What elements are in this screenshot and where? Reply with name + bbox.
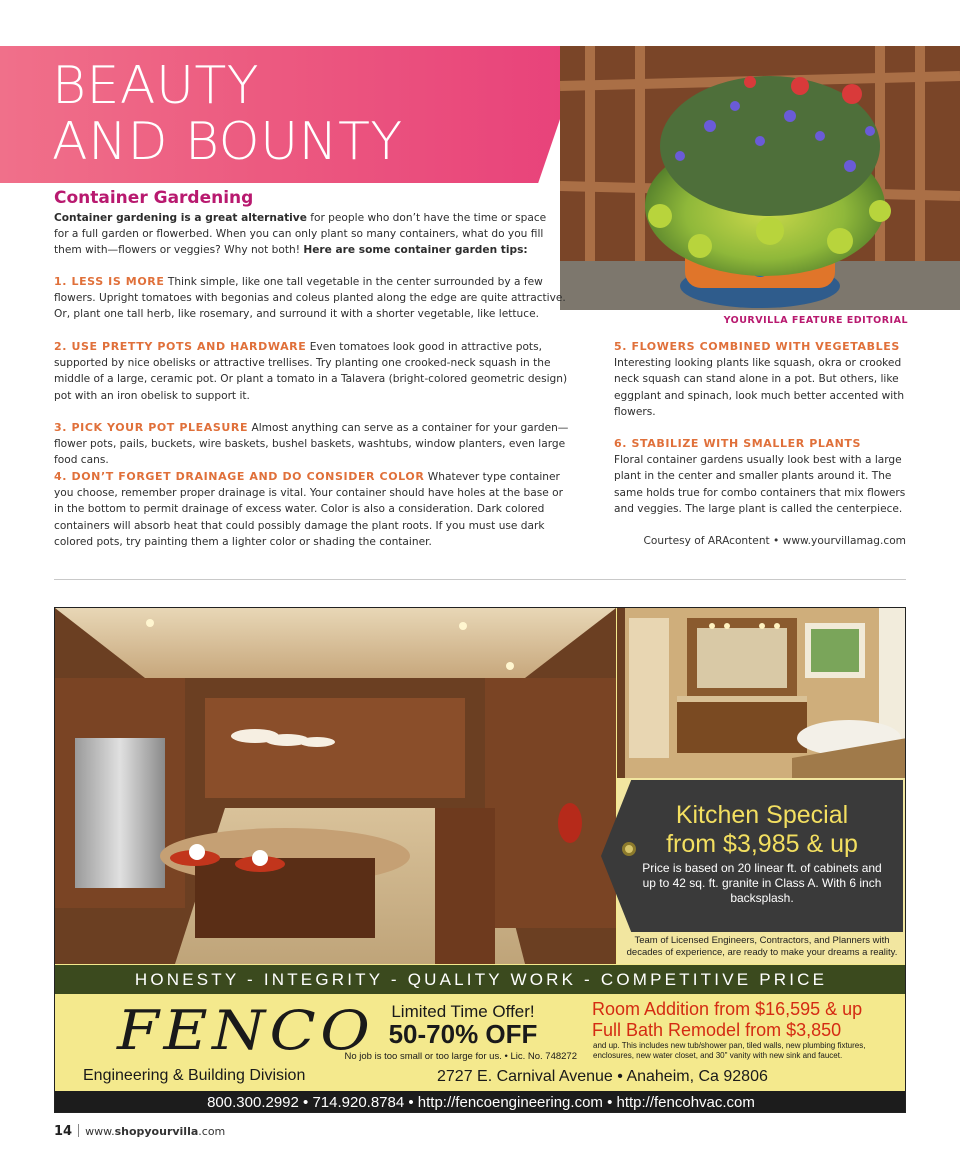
division-label: Engineering & Building Division (83, 1067, 306, 1084)
intro-lead: Container gardening is a great alternative (54, 212, 307, 224)
planter-photo (560, 46, 960, 310)
tip-heading: 4. DON’T FORGET DRAINAGE AND DO CONSIDER COLOR (54, 470, 425, 483)
license-note: No job is too small or too large for us. • Lic. No. 748272 (344, 1051, 577, 1062)
contact-bar[interactable]: 800.300.2992 • 714.920.8784 • http://fencoengineering.com • http://fencohvac.com (55, 1091, 906, 1113)
bath-remodel-offer: Full Bath Remodel from $3,850 (592, 1020, 842, 1040)
footer-divider (78, 1124, 79, 1137)
fenco-logo: FENCO (117, 999, 375, 1062)
tip-heading: 1. LESS IS MORE (54, 275, 165, 288)
intro-body: for people who don’t have the time or space for a full garden or flowerbed. When you can only plant so many containers, what do you fill them with—flowers or veggies? Why not both! (54, 212, 547, 257)
tip-heading: 3. PICK YOUR POT PLEASURE (54, 421, 249, 434)
planter-photo-art (560, 46, 960, 310)
tip-6 (614, 436, 912, 517)
tip-3 (54, 420, 574, 469)
kitchen-special-title: Kitchen Special from $3,985 & up (666, 801, 858, 858)
title-line-1: BEAUTY (52, 56, 260, 116)
site-url-prefix: www. (85, 1125, 115, 1138)
tip-4 (54, 469, 574, 550)
section-divider (54, 579, 906, 580)
discount-headline: 50-70% OFF (388, 1019, 538, 1049)
tip-heading: 5. FLOWERS COMBINED WITH VEGETABLES (614, 340, 900, 353)
tip-heading: 2. USE PRETTY POTS AND HARDWARE (54, 340, 307, 353)
values-bar: HONESTY - INTEGRITY - QUALITY WORK - COMPETITIVE PRICE (55, 965, 906, 994)
kitchen-photo (55, 608, 616, 964)
tip-text: Floral container gardens usually look best with a large plant in the center and smaller plants around it. The same holds true for combo containers that mix flowers and veggies. The large plant is called the centerpiece. (614, 454, 906, 515)
page-title (52, 58, 572, 170)
fenco-advertisement[interactable] (54, 607, 906, 1113)
tip-text: Even tomatoes look good in attractive pots, supported by nice obelisks or attractive trellises. Try planting one crooked-neck squash in the middle of a large, ceramic pot. Or plant a tomato in a Talavera (bright-colored geometric design) pot with an iron obelisk to support it. (54, 341, 568, 402)
tip-text: Interesting looking plants like squash, okra or crooked neck squash can stand alone in a pot. But others, like eggplant and spinach, look much better accented with flowers. (614, 357, 905, 418)
kitchen-special-details: Price is based on 20 linear ft. of cabinets and up to 42 sq. ft. granite in Class A. With 6 inch backsplash. (642, 861, 882, 905)
tip-text: Think simple, like one tall vegetable in the center surrounded by a few flowers. Upright tomatoes with begonias and coleus planted along the edge are quite attractive. Or, plant one tall herb, like rosemary, and surround it with a shorter vegetable, like lettuce. (54, 276, 566, 321)
room-addition-offer: Room Addition from $16,595 & up (592, 999, 863, 1019)
page-footer (54, 1120, 225, 1139)
tip-text: Almost anything can serve as a container for your garden—flower pots, pails, buckets, wire baskets, bushel baskets, washtubs, window planters, even large food cans. (54, 422, 569, 467)
tip-5 (614, 339, 912, 420)
bathroom-photo-art (617, 608, 906, 778)
tag-hole-icon (622, 842, 636, 856)
intro-paragraph (54, 210, 554, 259)
tip-2 (54, 339, 574, 404)
section-title: Container Gardening (54, 188, 254, 208)
site-url-suffix: .com (198, 1125, 226, 1138)
bath-remodel-details: and up. This includes new tub/shower pan, tiled walls, new plumbing fixtures, enclosures, new water closet, and 30" vanity with new sink and faucet. (593, 1041, 866, 1060)
limited-offer: Limited Time Offer! (391, 1002, 535, 1021)
tip-1 (54, 274, 574, 323)
site-url[interactable] (85, 1125, 225, 1138)
bathroom-photo (617, 608, 906, 778)
business-address: 2727 E. Carnival Avenue • Anaheim, Ca 92806 (437, 1068, 768, 1085)
tip-text: Whatever type container you choose, remember proper drainage is vital. Your container should have holes at the base or in the bottom to permit drainage of excess water. Color is also a consideration. Dark colored containers will absorb heat that could possibly damage the plant roots. If you must use dark colored pots, try painting them a lighter color or shading the container. (54, 471, 563, 548)
kitchen-photo-art (55, 608, 616, 964)
team-statement: Team of Licensed Engineers, Contractors, and Planners with decades of experience, are ready to make your dreams a reality. (626, 935, 898, 958)
title-line-2: AND BOUNTY (52, 112, 403, 172)
tip-heading: 6. STABILIZE WITH SMALLER PLANTS (614, 437, 862, 450)
courtesy-credit: Courtesy of ARAcontent • www.yourvillamag.com (643, 535, 906, 547)
editorial-label: YOURVILLA FEATURE EDITORIAL (723, 315, 908, 326)
page-number: 14 (54, 1124, 73, 1139)
intro-tips-lead: Here are some container garden tips: (303, 244, 528, 257)
site-url-name: shopyourvilla (114, 1125, 199, 1138)
